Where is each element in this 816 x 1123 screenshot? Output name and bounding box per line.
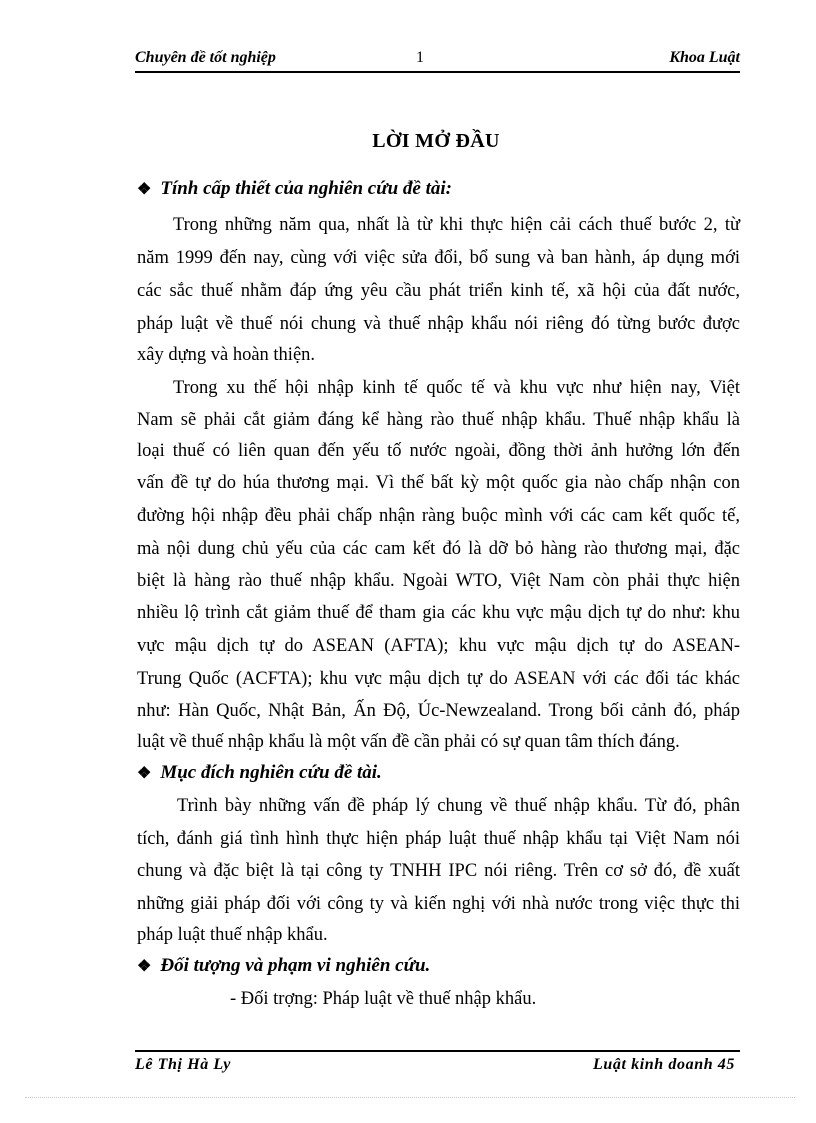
text-line: Trung Quốc (ACFTA); khu vực mậu dịch tự do ASEAN với các đối tác khác	[137, 669, 740, 689]
text-line: Trình bày những vấn đề pháp lý chung về thuế nhập khẩu. Từ đó, phân	[177, 796, 740, 816]
text-line: Nam sẽ phải cắt giảm đáng kể hàng rào thuế nhập khẩu. Thuế nhập khẩu là	[137, 410, 740, 430]
text-line: mà nội dung chủ yếu của các cam kết đó là dỡ bỏ hàng rào thương mại, đặc	[137, 539, 740, 559]
diamond-bullet-icon: ❖	[137, 765, 152, 782]
text-line: pháp luật về thuế nói chung và thuế nhập khẩu nói riêng đó từng bước được	[137, 314, 740, 334]
text-line: tích, đánh giá tình hình thực hiện pháp luật thuế nhập khẩu tại Việt Nam nói	[137, 829, 740, 849]
text-line: những giải pháp đối với công ty và kiến nghị với nhà nước trong việc thực thi	[137, 894, 740, 914]
footer-divider	[135, 1050, 740, 1052]
header-divider	[135, 71, 740, 73]
text-line: nhiều lộ trình cắt giảm thuế để tham gia các khu vực mậu dịch tự do như: khu	[137, 603, 740, 623]
text-line: - Đối trợng: Pháp luật về thuế nhập khẩu.	[230, 989, 537, 1009]
diamond-bullet-icon: ❖	[137, 181, 152, 198]
header-page-number: 1	[416, 49, 424, 66]
header-right: Khoa Luật	[669, 49, 740, 66]
section-heading-2	[137, 762, 382, 784]
header-left: Chuyên đề tốt nghiệp	[135, 49, 276, 66]
diamond-bullet-icon: ❖	[137, 958, 152, 975]
text-line: vấn đề tự do húa thương mại. Vì thế bất kỳ một quốc gia nào chấp nhận con	[137, 473, 740, 493]
page-title: LỜI MỞ ĐẦU	[372, 130, 500, 152]
text-line: pháp luật thuế nhập khẩu.	[137, 925, 328, 945]
section-heading-text: Đối tượng và phạm vi nghiên cứu.	[160, 955, 431, 976]
text-line: chung và đặc biệt là tại công ty TNHH IPC nói riêng. Trên cơ sở đó, đề xuất	[137, 861, 740, 881]
text-line: vực mậu dịch tự do ASEAN (AFTA); khu vực mậu dịch tự do ASEAN-	[137, 636, 740, 656]
page-footer	[135, 1056, 735, 1080]
text-line: đường hội nhập đều phải chấp nhận ràng buộc mình với các cam kết quốc tế,	[137, 506, 740, 526]
text-line: luật về thuế nhập khẩu là một vấn đề cần phải có sự quan tâm thích đáng.	[137, 732, 680, 752]
footer-left: Lê Thị Hà Ly	[135, 1056, 231, 1073]
text-line: loại thuế có liên quan đến yếu tố nước ngoài, đồng thời ảnh hưởng lớn đến	[137, 441, 740, 461]
section-heading-text: Tính cấp thiết của nghiên cứu đề tài:	[160, 178, 452, 199]
text-line: biệt là hàng rào thuế nhập khẩu. Ngoài WTO, Việt Nam còn phải thực hiện	[137, 571, 740, 591]
text-line: Trong xu thế hội nhập kinh tế quốc tế và khu vực như hiện nay, Việt	[173, 378, 740, 398]
section-heading-3	[137, 955, 430, 977]
text-line: năm 1999 đến nay, cùng với việc sửa đổi, bổ sung và ban hành, áp dụng mới	[137, 248, 740, 268]
section-heading-1	[137, 178, 452, 200]
section-heading-text: Mục đích nghiên cứu đề tài.	[160, 762, 382, 783]
page-boundary	[25, 1097, 795, 1098]
text-line: các sắc thuế nhằm đáp ứng yêu cầu phát triển kinh tế, xã hội của đất nước,	[137, 281, 740, 301]
text-line: xây dựng và hoàn thiện.	[137, 345, 316, 365]
page-header	[135, 46, 740, 72]
footer-right: Luật kinh doanh 45	[593, 1056, 735, 1073]
text-line: như: Hàn Quốc, Nhật Bản, Ấn Độ, Úc-Newzealand. Trong bối cảnh đó, pháp	[137, 701, 740, 721]
text-line: Trong những năm qua, nhất là từ khi thực hiện cải cách thuế bước 2, từ	[173, 215, 740, 235]
